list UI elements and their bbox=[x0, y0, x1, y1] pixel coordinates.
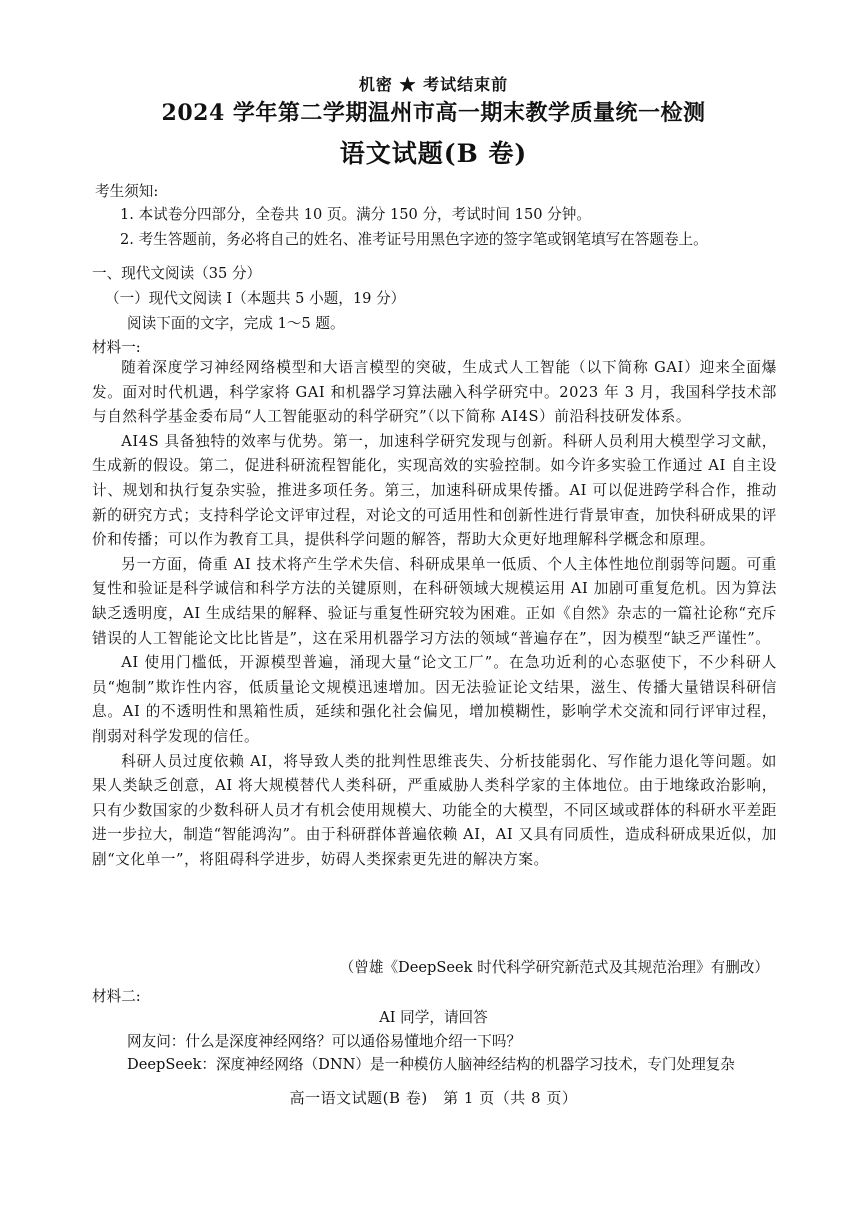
paragraph: 随着深度学习神经网络模型和大语言模型的突破，生成式人工智能（以下简称 GAI）迎来全面爆发。面对时代机遇，科学家将 GAI 和机器学习算法融入科学研究中。2023 年 3 月，我国科学技术部与自然科学基金委布局“人工智能驱动的科学研究”（以下简称 AI4S）前沿科技研发体系。 bbox=[92, 359, 777, 426]
exam-title: 2024 学年第二学期温州市高一期末教学质量统一检测 bbox=[161, 100, 706, 126]
section-heading: 一、现代文阅读（35 分） bbox=[92, 265, 262, 282]
reading-instruction: 阅读下面的文字，完成 1～5 题。 bbox=[127, 315, 345, 332]
paragraph: 科研人员过度依赖 AI，将导致人类的批判性思维丧失、分析技能弱化、写作能力退化等问题。如果人类缺乏创意，AI 将大规模替代人类科研，严重威胁人类科学家的主体地位。由于地缘政治影响，只有少数国家的少数科研人员才有机会使用规模大、功能全的大模型，不同区域或群体的科研水平差距进一步拉大，制造“智能鸿沟”。由于科研群体普遍依赖 AI，AI 又具有同质性，造成科研成果近似，加剧“文化单一”，将阻碍科学进步，妨碍人类探索更先进的解决方案。 bbox=[92, 752, 777, 868]
notice-item: 1. 本试卷分四部分，全卷共 10 页。满分 150 分，考试时间 150 分钟。 bbox=[120, 206, 591, 223]
material-one-label: 材料一: bbox=[92, 339, 141, 356]
confidential-mark: 机密 ★ 考试结束前 bbox=[358, 75, 509, 94]
source-citation: （曾雄《DeepSeek 时代科学研究新范式及其规范治理》有删改） bbox=[339, 959, 769, 976]
paragraph: 另一方面，倚重 AI 技术将产生学术失信、科研成果单一低质、个人主体性地位削弱等问题。可重复性和验证是科学诚信和科学方法的关键原则，在科研领域大规模运用 AI 加剧可重复危机。因为算法缺乏透明度，AI 生成结果的解释、验证与重复性研究较为困难。正如《自然》杂志的一篇社论称“充斥错误的人工智能论文比比皆是”，这在采用机器学习方法的领域“普遍存在”，因为模型“缺乏严谨性”。 bbox=[92, 555, 777, 647]
deepseek-answer: DeepSeek：深度神经网络（DNN）是一种模仿人脑神经结构的机器学习技术，专门处理复杂 bbox=[127, 1056, 735, 1073]
notice-list bbox=[120, 203, 810, 252]
notice-item: 2. 考生答题前，务必将自己的姓名、准考证号用黑色字迹的签字笔或钢笔填写在答题卷上。 bbox=[120, 230, 708, 248]
material-two-title: AI 同学，请回答 bbox=[379, 1009, 488, 1026]
page-footer: 高一语文试题(B 卷) 第 1 页（共 8 页） bbox=[289, 1089, 578, 1107]
netizen-question: 网友问：什么是深度神经网络？可以通俗易懂地介绍一下吗？ bbox=[127, 1033, 522, 1050]
material-one-body bbox=[92, 356, 777, 872]
exam-subtitle: 语文试题(B 卷) bbox=[339, 139, 528, 168]
paragraph: AI4S 具备独特的效率与优势。第一，加速科学研究发现与创新。科研人员利用大模型学习文献，生成新的假设。第二，促进科研流程智能化，实现高效的实验控制。如今许多实验工作通过 AI 自主设计、规划和执行复杂实验，推进多项任务。第三，加速科研成果传播。AI 可以促进跨学科合作，推动新的研究方式；支持科学论文评审过程，对论文的可适用性和创新性进行背景审查，加快科研成果的评价和传播；可以作为教育工具，提供科学问题的解答，帮助大众更好地理解科学概念和原理。 bbox=[92, 432, 777, 549]
material-two-label: 材料二: bbox=[92, 988, 141, 1005]
paragraph: AI 使用门槛低，开源模型普遍，涌现大量“论文工厂”。在急功近利的心态驱使下，不少科研人员“炮制”欺诈性内容，低质量论文规模迅速增加。因无法验证论文结果，滋生、传播大量错误科研信息。AI 的不透明性和黑箱性质，延续和强化社会偏见，增加模糊性，影响学术交流和同行评审过程，削弱对科学发现的信任。 bbox=[92, 654, 777, 745]
subsection-heading: （一）现代文阅读 I（本题共 5 小题，19 分） bbox=[105, 290, 406, 307]
notice-heading: 考生须知: bbox=[95, 183, 159, 200]
